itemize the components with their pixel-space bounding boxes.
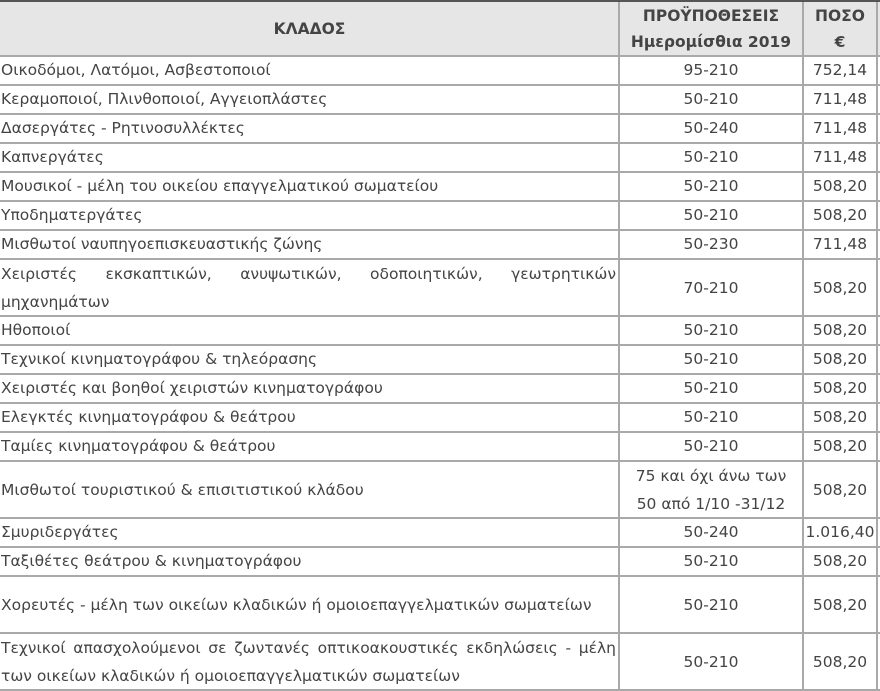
- cell-amount: [804, 577, 878, 632]
- header-klados-label: ΚΛΑΔΟΣ: [273, 19, 346, 38]
- cell-klados: [0, 231, 620, 258]
- klados-text: Δασεργάτες - Ρητινοσυλλέκτες: [1, 119, 245, 137]
- table-row: [0, 634, 880, 691]
- cell-days: [620, 346, 804, 373]
- cell-klados: [0, 346, 620, 373]
- header-poso-label: [815, 3, 865, 55]
- cell-klados: [0, 404, 620, 431]
- cell-klados: [0, 462, 620, 517]
- cell-days: [620, 57, 804, 84]
- days-text: 75 και όχι άνω των 50 από 1/10 -31/12: [635, 466, 787, 513]
- cell-amount: [804, 519, 878, 546]
- cell-days: [620, 519, 804, 546]
- amount-text: 508,20: [812, 379, 868, 397]
- cell-days: [620, 173, 804, 200]
- cell-days: [620, 634, 804, 689]
- table-row: [0, 375, 880, 404]
- table-row: [0, 577, 880, 634]
- cell-klados: [0, 115, 620, 142]
- klados-text: Οικοδόμοι, Λατόμοι, Ασβεστοποιοί: [1, 61, 271, 79]
- cell-days: [620, 202, 804, 229]
- table-row: [0, 115, 880, 144]
- table-row: [0, 231, 880, 260]
- days-text: 50-210: [683, 206, 739, 224]
- table-row: [0, 548, 880, 577]
- cell-klados: [0, 317, 620, 344]
- cell-klados: [0, 375, 620, 402]
- klados-text: Τεχνικοί απασχολούμενοι σε ζωντανές οπτικοακουστικές εκδηλώσεις - μέλη των οικείων κλαδικών ή ομοιοεπαγγελματικών σωματείων: [1, 638, 616, 685]
- table-row: [0, 57, 880, 86]
- cell-days: [620, 577, 804, 632]
- amount-text: 508,20: [812, 206, 868, 224]
- table-row: [0, 462, 880, 519]
- header-poso-line1: ΠΟΣΟ: [815, 6, 865, 25]
- header-klados: [0, 2, 620, 55]
- days-text: 50-210: [683, 90, 739, 108]
- days-text: 50-210: [683, 350, 739, 368]
- klados-text: Τεχνικοί κινηματογράφου & τηλεόρασης: [1, 350, 318, 368]
- amount-text: 508,20: [812, 652, 868, 671]
- cell-days: [620, 375, 804, 402]
- days-text: 50-210: [683, 595, 739, 614]
- amount-text: 752,14: [812, 61, 868, 79]
- days-text: 50-210: [683, 652, 739, 671]
- cell-days: [620, 404, 804, 431]
- header-poso-line2: €: [834, 32, 846, 51]
- cell-amount: [804, 173, 878, 200]
- days-text: 50-210: [683, 379, 739, 397]
- cell-klados: [0, 57, 620, 84]
- table-row: [0, 519, 880, 548]
- header-proypotheseis-label: [631, 3, 791, 55]
- cell-amount: [804, 462, 878, 517]
- amount-text: 508,20: [812, 350, 868, 368]
- cell-klados: [0, 577, 620, 632]
- table-row: [0, 346, 880, 375]
- klados-text: Χειριστές και βοηθοί χειριστών κινηματογράφου: [1, 379, 383, 397]
- klados-text: Χορευτές - μέλη των οικείων κλαδικών ή ομοιοεπαγγελματικών σωματείων: [1, 595, 592, 614]
- days-text: 50-210: [683, 408, 739, 426]
- cell-amount: [804, 57, 878, 84]
- days-text: 70-210: [683, 278, 739, 297]
- klados-text: Σμυριδεργάτες: [1, 523, 119, 541]
- cell-klados: [0, 260, 620, 315]
- amount-text: 508,20: [812, 437, 868, 455]
- table-row: [0, 202, 880, 231]
- cell-days: [620, 548, 804, 575]
- amount-text: 508,20: [812, 177, 868, 195]
- amount-text: 508,20: [812, 278, 868, 297]
- cell-amount: [804, 260, 878, 315]
- cell-days: [620, 86, 804, 113]
- amount-text: 508,20: [812, 321, 868, 339]
- days-text: 50-240: [683, 119, 739, 137]
- table-row: [0, 317, 880, 346]
- cell-klados: [0, 433, 620, 460]
- cell-klados: [0, 548, 620, 575]
- amount-text: 711,48: [812, 235, 868, 253]
- cell-days: [620, 462, 804, 517]
- klados-text: Ελεγκτές κινηματογράφου & θεάτρου: [1, 408, 296, 426]
- amount-text: 508,20: [812, 595, 868, 614]
- cell-days: [620, 144, 804, 171]
- amount-text: 508,20: [812, 552, 868, 570]
- table-body: [0, 57, 880, 691]
- cell-amount: [804, 375, 878, 402]
- cell-days: [620, 115, 804, 142]
- cell-amount: [804, 548, 878, 575]
- days-text: 50-210: [683, 148, 739, 166]
- header-poso: [804, 2, 878, 55]
- amount-text: 711,48: [812, 148, 868, 166]
- klados-text: Ηθοποιοί: [1, 321, 71, 339]
- amount-text: 711,48: [812, 90, 868, 108]
- days-text: 50-230: [683, 235, 739, 253]
- cell-amount: [804, 202, 878, 229]
- cell-klados: [0, 173, 620, 200]
- table-row: [0, 144, 880, 173]
- days-text: 50-240: [683, 523, 739, 541]
- klados-text: Μισθωτοί ναυπηγοεπισκευαστικής ζώνης: [1, 235, 323, 253]
- amount-text: 508,20: [812, 480, 868, 499]
- amount-text: 508,20: [812, 408, 868, 426]
- table-row: [0, 86, 880, 115]
- cell-klados: [0, 519, 620, 546]
- cell-days: [620, 317, 804, 344]
- days-text: 50-210: [683, 321, 739, 339]
- days-text: 50-210: [683, 437, 739, 455]
- klados-text: Κεραμοποιοί, Πλινθοποιοί, Αγγειοπλάστες: [1, 90, 328, 108]
- table-row: [0, 260, 880, 317]
- cell-amount: [804, 144, 878, 171]
- table-row: [0, 404, 880, 433]
- cell-days: [620, 433, 804, 460]
- cell-klados: [0, 144, 620, 171]
- cell-amount: [804, 404, 878, 431]
- cell-klados: [0, 202, 620, 229]
- cell-amount: [804, 634, 878, 689]
- klados-text: Χειριστές εκσκαπτικών, ανυψωτικών, οδοποιητικών, γεωτρητικών μηχανημάτων: [1, 264, 616, 311]
- cell-klados: [0, 634, 620, 689]
- header-proypotheseis-line1: ΠΡΟΫΠΟΘΕΣΕΙΣ: [642, 6, 780, 25]
- klados-text: Μουσικοί - μέλη του οικείου επαγγελματικού σωματείου: [1, 177, 439, 195]
- cell-amount: [804, 86, 878, 113]
- cell-amount: [804, 433, 878, 460]
- klados-text: Υποδηματεργάτες: [1, 206, 143, 224]
- days-text: 50-210: [683, 177, 739, 195]
- klados-text: Ταξιθέτες θεάτρου & κινηματογράφου: [1, 552, 302, 570]
- klados-text: Καπνεργάτες: [1, 148, 104, 166]
- amount-text: 711,48: [812, 119, 868, 137]
- cell-amount: [804, 115, 878, 142]
- cell-days: [620, 260, 804, 315]
- cell-amount: [804, 231, 878, 258]
- days-text: 95-210: [683, 61, 739, 79]
- amount-text: 1.016,40: [805, 523, 875, 541]
- klados-text: Μισθωτοί τουριστικού & επισιτιστικού κλάδου: [1, 480, 364, 499]
- klados-text: Ταμίες κινηματογράφου & θεάτρου: [1, 437, 276, 455]
- header-proypotheseis-line2: Ημερομίσθια 2019: [630, 32, 792, 51]
- table-row: [0, 173, 880, 202]
- cell-days: [620, 231, 804, 258]
- table-row: [0, 433, 880, 462]
- table-header-row: [0, 2, 880, 57]
- cell-amount: [804, 317, 878, 344]
- header-proypotheseis: [620, 2, 804, 55]
- days-text: 50-210: [683, 552, 739, 570]
- cell-klados: [0, 86, 620, 113]
- cell-amount: [804, 346, 878, 373]
